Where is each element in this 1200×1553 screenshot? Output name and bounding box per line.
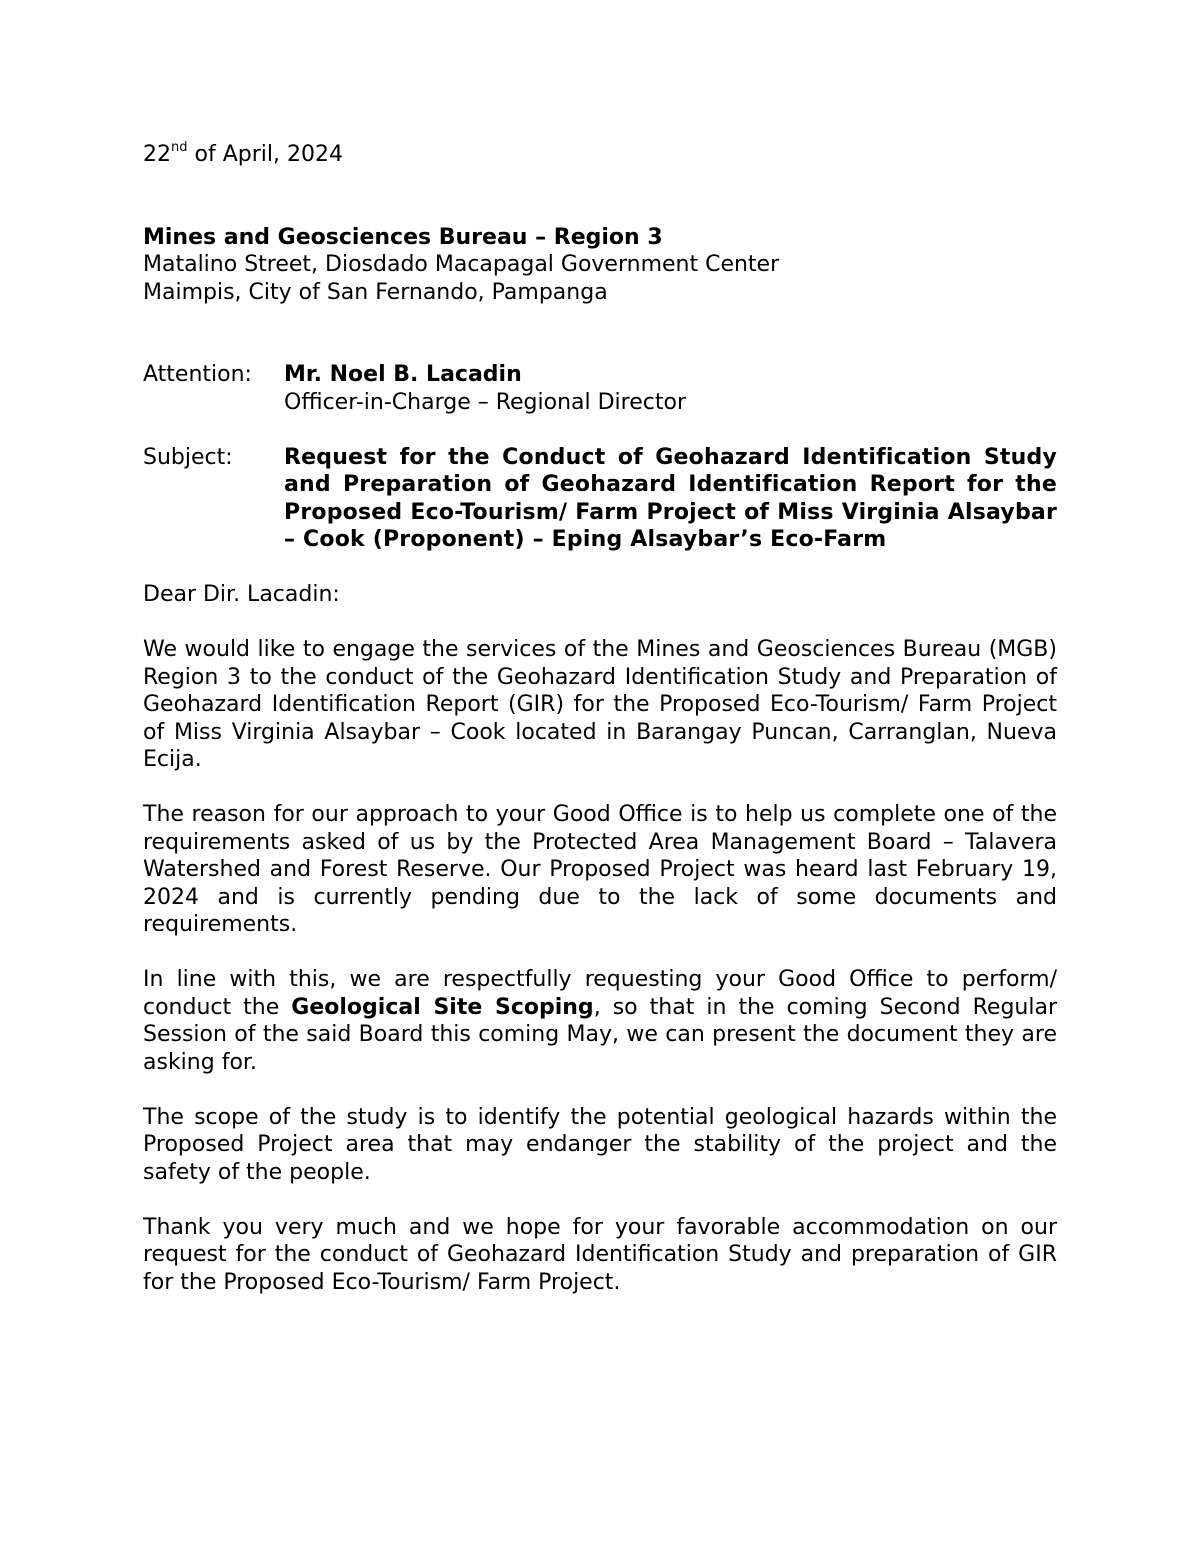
date-rest: of April, 2024: [187, 142, 343, 167]
attention-label: Attention:: [143, 362, 252, 387]
body-paragraph-4: The scope of the study is to identify the potential geological hazards within the Proposed Project area that may endanger the stability of the project and the safety of the people.: [143, 1104, 1057, 1185]
body-paragraph-3: [143, 966, 1057, 1076]
letter-date: [143, 141, 1057, 169]
date-suffix: nd: [171, 139, 188, 155]
recipient-address-line-2: Maimpis, City of San Fernando, Pampanga: [143, 279, 608, 305]
attention-title: Officer-in-Charge – Regional Director: [284, 389, 686, 415]
attention-name: Mr. Noel B. Lacadin: [284, 362, 522, 387]
body-paragraph-1: We would like to engage the services of the Mines and Geosciences Bureau (MGB) Region 3 to the conduct of the Geohazard Identification Study and Preparation of Geohazard Identification Report (GIR) for the Proposed Eco-Tourism/ Farm Project of Miss Virginia Alsaybar – Cook located in Barangay Puncan, Carranglan, Nueva Ecija.: [143, 637, 1057, 772]
salutation: Dear Dir. Lacadin:: [143, 582, 340, 607]
date-day: 22: [143, 142, 171, 167]
paragraph-3-before: In line with this, we are respectfully requesting your Good Office to perform/ conduct the: [143, 967, 1057, 1020]
recipient-address-line-1: Matalino Street, Diosdado Macapagal Government Center: [143, 252, 780, 277]
subject-label: Subject:: [143, 444, 233, 470]
recipient-block: [143, 224, 1057, 307]
body-paragraph-2: The reason for our approach to your Good Office is to help us complete one of the requirements asked of us by the Protected Area Management Board – Talavera Watershed and Forest Reserve. Our Proposed Project was heard last February 19, 2024 and is currently pending due to the lack of some documents and requirements.: [143, 802, 1057, 937]
subject-block: [143, 444, 1057, 554]
letter-page: [143, 141, 1057, 1296]
body-paragraph-5: Thank you very much and we hope for your favorable accommodation on our request for the conduct of Geohazard Identification Study and preparation of GIR for the Proposed Eco-Tourism/ Farm Project.: [143, 1214, 1057, 1295]
subject-text: Request for the Conduct of Geohazard Identification Study and Preparation of Geohazard Identification Report for the Proposed Eco-Tourism/ Farm Project of Miss Virginia Alsaybar – Cook (Proponent) – Eping Alsaybar’s Eco-Farm: [284, 444, 1057, 552]
attention-block: [143, 361, 1057, 416]
recipient-organization: Mines and Geosciences Bureau – Region 3: [143, 224, 663, 250]
geological-site-scoping-emphasis: Geological Site Scoping: [291, 994, 594, 1020]
paragraph-3-after: , so that in the coming Second Regular Session of the said Board this coming May, we can present the document they are asking for.: [143, 994, 1057, 1075]
